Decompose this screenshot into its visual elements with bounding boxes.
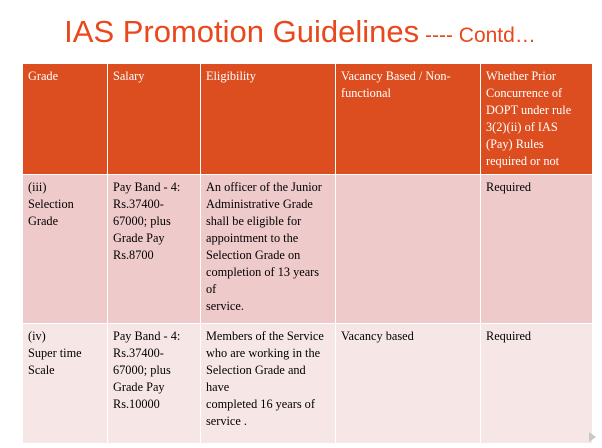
slide-title-main: IAS Promotion Guidelines [64,14,420,49]
header-dopt-concurrence: Whether Prior Concurrence of DOPT under rule 3(2)(ii) of IAS (Pay) Rules required or not [481,64,593,175]
cell-grade: (iii) Selection Grade [23,175,108,324]
table-row [23,324,593,444]
header-salary: Salary [108,64,201,175]
cell-eligibility: Members of the Service who are working in the Selection Grade and have completed 16 years of service . [201,324,336,444]
cell-vacancy: Vacancy based [336,324,481,444]
table-row [23,175,593,324]
header-grade: Grade [23,64,108,175]
slide-title-dash: ---- [419,24,459,47]
cell-grade: (iv) Super time Scale [23,324,108,444]
cell-eligibility: An officer of the Junior Administrative Grade shall be eligible for appointment to the Selection Grade on completion of 13 years of service. [201,175,336,324]
guidelines-table [22,63,593,444]
cell-dopt-concurrence: Required [481,175,593,324]
table-header-row [23,64,593,175]
cell-salary: Pay Band - 4: Rs.37400- 67000; plus Grade Pay Rs.10000 [108,324,201,444]
cell-dopt-concurrence: Required [481,324,593,444]
cell-salary: Pay Band - 4: Rs.37400- 67000; plus Grade Pay Rs.8700 [108,175,201,324]
slide-title [60,14,540,50]
header-eligibility: Eligibility [201,64,336,175]
slide-title-contd: Contd… [458,24,536,47]
cell-vacancy [336,175,481,324]
header-vacancy: Vacancy Based / Non- functional [336,64,481,175]
next-slide-arrow-icon[interactable] [589,432,596,442]
